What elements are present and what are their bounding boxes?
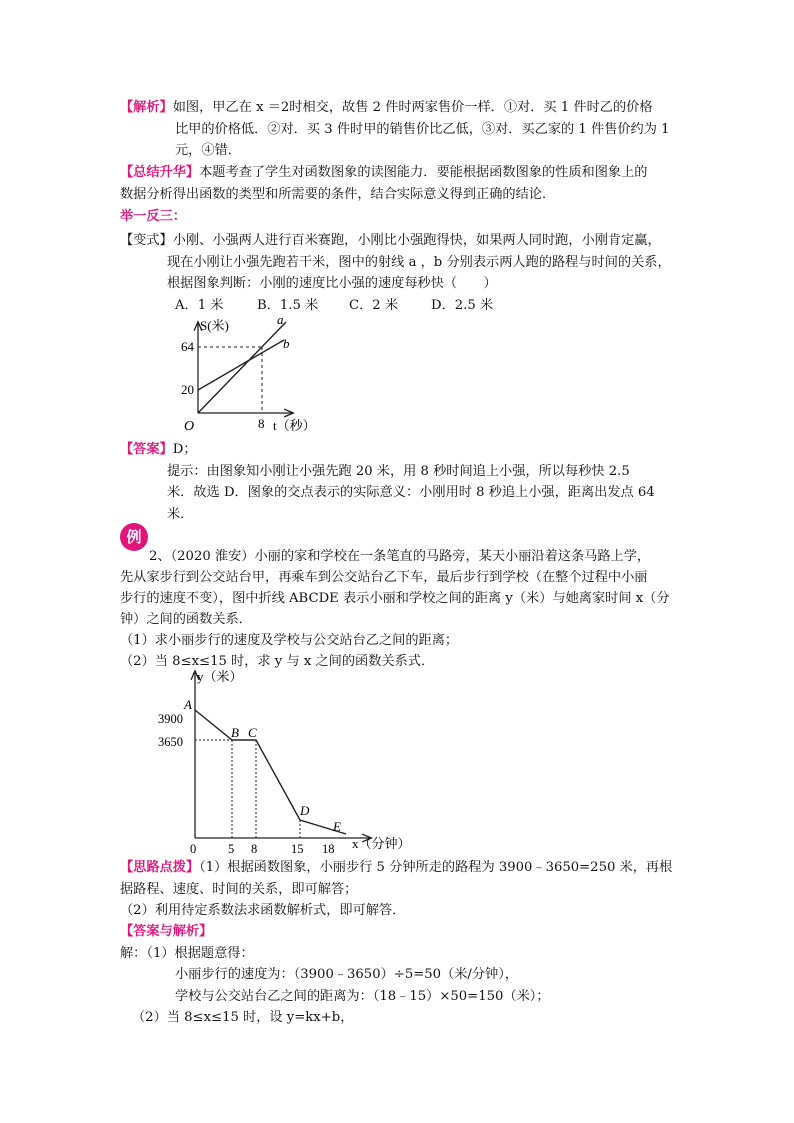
- solution-line-3: 学校与公交站台乙之间的距离为：（18﹣15）×50=150（米）；: [175, 989, 550, 1004]
- solution-tag: 【答案与解析】: [120, 924, 213, 939]
- example-question-2: （2）当 8≤x≤15 时，求 y 与 x 之间的函数关系式．: [120, 654, 435, 669]
- graph1-label-a: a: [277, 312, 284, 327]
- example-line-1: 2、（2020 淮安）小丽的家和学校在一条笔直的马路旁，某天小丽沿着这条马路上学，: [149, 549, 651, 564]
- analysis-tag: 【解析】: [120, 100, 173, 115]
- graph1-x-tick-8: 8: [258, 416, 265, 431]
- variant-line-3: 根据图象判断：小刚的速度比小强的速度每秒快（ ）: [167, 276, 497, 291]
- analysis-line-2: 比甲的价格低．②对．买 3 件时甲的销售价比乙低，③对．买乙家的 1 件售价约为 1: [175, 122, 670, 137]
- answer1-tag: 【答案】: [120, 442, 173, 457]
- example-question-1: （1）求小丽步行的速度及学校与公交站台乙之间的距离；: [120, 633, 459, 648]
- summary-tag: 【总结升华】: [120, 165, 200, 180]
- answer1-hint-3: 米．: [167, 507, 194, 522]
- graph1-y-tick-64: 64: [181, 339, 194, 354]
- answer1-value: D；: [172, 442, 197, 457]
- solution-line-2: 小丽步行的速度为：（3900﹣3650）÷5=50（米/分钟），: [175, 967, 519, 982]
- graph2-x-label: x（分钟）: [352, 836, 411, 851]
- option-a: A．1 米: [175, 298, 224, 313]
- example-line-3: 步行的速度不变），图中折线 ABCDE 表示小丽和学校之间的距离 y（米）与她离家时间 x（分: [120, 591, 670, 606]
- graph2-point-c: C: [248, 725, 257, 740]
- solution-line-4: （2）当 8≤x≤15 时，设 y=kx+b，: [132, 1010, 354, 1025]
- option-d: D．2.5 米: [431, 298, 494, 313]
- solution-line-1: 解：（1）根据题意得：: [120, 946, 254, 961]
- example-line-4: 钟）之间的函数关系．: [120, 612, 252, 627]
- analysis-text-1: 如图，甲乙在 x ＝2时相交，故售 2 件时两家售价一样．①对．买 1 件时乙的价格: [172, 100, 653, 115]
- graph2-point-a: A: [184, 697, 192, 712]
- graph2-x-tick-0: 0: [190, 842, 197, 856]
- graph2-y-tick-3900: 3900: [158, 712, 183, 726]
- variant-line-2: 现在小刚让小强先跑若干米，图中的射线 a ，b 分别表示两人跑的路程与时间的关系，: [167, 255, 671, 270]
- graph2-y-tick-3650: 3650: [158, 735, 183, 749]
- graph2-polyline-abcde: [195, 710, 346, 834]
- summary-line-2: 数据分析得出函数的类型和所需要的条件，结合实际意义得到正确的结论．: [120, 187, 556, 202]
- graph1-x-label: t（秒）: [273, 418, 316, 433]
- option-b: B．1.5 米: [257, 298, 319, 313]
- thinking-line-2: 据路程、速度、时间的关系，即可解答；: [120, 882, 358, 897]
- graph2-point-d: D: [300, 803, 310, 818]
- summary-text-1: 本题考查了学生对函数图象的读图能力．要能根据函数图象的性质和图象上的: [199, 165, 648, 180]
- answer1-hint-2: 米．故选 D．图象的交点表示的实际意义：小刚用时 8 秒追上小强，距离出发点 64: [167, 485, 655, 500]
- variant-text-1: 小刚、小强两人进行百米赛跑，小刚比小强跑得快，如果两人同时跑，小刚肯定赢，: [172, 233, 661, 248]
- thinking-line-1: [120, 859, 672, 877]
- example-badge: 例: [120, 523, 148, 551]
- thinking-line-3: （2）利用待定系数法求函数解析式，即可解答．: [120, 903, 406, 918]
- graph1-y-tick-20: 20: [181, 382, 194, 397]
- graph2-x-tick-8: 8: [251, 842, 258, 856]
- graph2-x-tick-15: 15: [291, 842, 304, 856]
- option-c: C．2 米: [349, 298, 399, 313]
- practice-heading: 举一反三：: [120, 209, 186, 224]
- graph2-x-tick-5: 5: [228, 842, 235, 856]
- example-line-2: 先从家步行到公交站台甲，再乘车到公交站台乙下车，最后步行到学校（在整个过程中小丽: [120, 570, 648, 585]
- graph2-point-e: E: [333, 819, 341, 834]
- variant-tag: 【变式】: [120, 233, 173, 248]
- graph2-y-label: y（米）: [197, 669, 243, 684]
- thinking-tag: 【思路点拨】: [120, 860, 200, 875]
- thinking-text-1: （1）根据函数图象，小丽步行 5 分钟所走的路程为 3900﹣3650=250 米，再根: [199, 860, 673, 875]
- answer1-hint-1: 提示：由图象知小刚让小强先跑 20 米，用 8 秒时间追上小强，所以每秒快 2.5: [167, 464, 630, 479]
- graph1-label-b: b: [283, 336, 290, 351]
- graph2-x-tick-18: 18: [322, 842, 335, 856]
- analysis-line-3: 元，④错．: [175, 143, 241, 158]
- graph2-point-b: B: [231, 725, 239, 740]
- graph1-y-label: S(米): [200, 318, 229, 333]
- graph1-origin: O: [184, 419, 195, 434]
- solution-heading: [120, 923, 212, 941]
